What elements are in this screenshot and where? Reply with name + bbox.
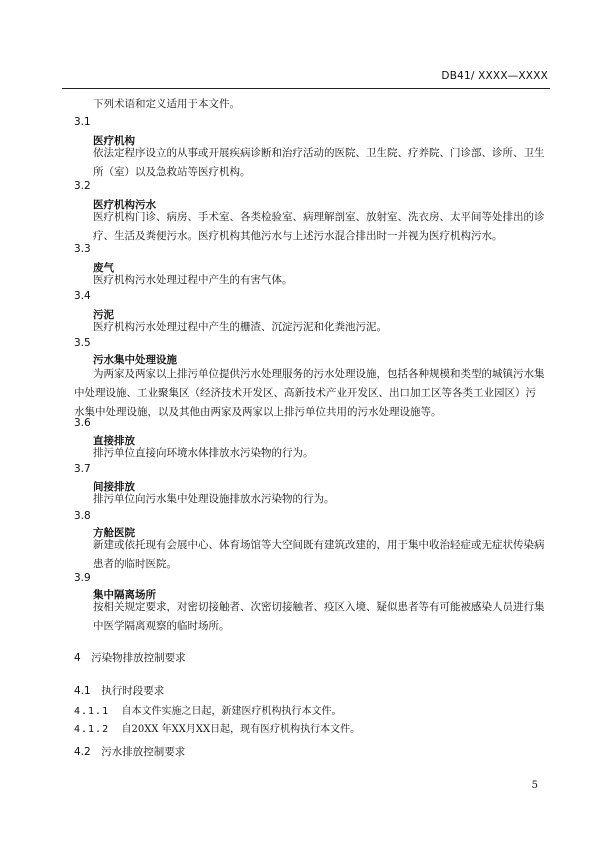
term-definition: 新建或依托现有会展中心、体育场馆等大空间既有建筑改建的，用于集中收治轻症或无症状传染病患者的临时医院。: [93, 539, 545, 570]
term-title: 直接排放: [93, 435, 135, 447]
term-title: 医疗机构: [93, 135, 135, 147]
clause-text: 自本文件实施之日起，新建医疗机构执行本文件。: [121, 706, 342, 717]
document-code: DB41/ XXXX—XXXX: [441, 70, 548, 82]
clause-number: 4.1.2: [74, 724, 110, 735]
term-title: 污水集中处理设施: [93, 354, 177, 366]
term-title: 集中隔离场所: [93, 589, 156, 601]
term-definition: 排污单位向污水集中处理设施排放水污染物的行为。: [93, 493, 335, 505]
term-number: 3.5: [74, 337, 91, 349]
term-definition: 医疗机构污水处理过程中产生的有害气体。: [93, 274, 293, 286]
header-rule: [62, 88, 550, 89]
term-number: 3.7: [74, 463, 91, 475]
term-title: 废气: [93, 262, 114, 274]
intro-text: 下列术语和定义适用于本文件。: [93, 98, 240, 110]
term-title: 方舱医院: [93, 527, 135, 539]
term-definition: 按相关规定要求，对密切接触者、次密切接触者、疫区入境、疑似患者等有可能被感染人员进行集中医学隔离观察的临时场所。: [93, 601, 545, 632]
subsection-heading: 4.1 执行时段要求: [74, 685, 165, 697]
term-definition: 医疗机构门诊、病房、手术室、各类检验室、病理解剖室、放射室、洗衣房、太平间等处排出的诊疗、生活及粪便污水。医疗机构其他污水与上述污水混合排出时一并视为医疗机构污水。: [93, 211, 545, 242]
term-number: 3.2: [74, 180, 91, 192]
clause-number: 4.1.1: [74, 706, 110, 717]
term-definition: 为两家及两家以上排污单位提供污水处理服务的污水处理设施，包括各种规模和类型的城镇污水集中处理设施、工业聚集区（经济技术开发区、高新技术产业开发区、出口加工区等各类工业园区）污水集中处理设施，以及其他由两家及两家以上排污单位共用的污水处理设施等。: [74, 368, 545, 418]
term-definition: 排污单位直接向环境水体排放水污染物的行为。: [93, 447, 314, 459]
clause-item: [74, 702, 545, 717]
clause-text: 自20XX 年XX月XX日起，现有医疗机构执行本文件。: [121, 724, 361, 735]
clause-item: [74, 720, 545, 735]
term-title: 污泥: [93, 309, 114, 321]
term-title: 间接排放: [93, 481, 135, 493]
term-number: 3.9: [74, 572, 91, 584]
subsection-heading: 4.2 污水排放控制要求: [74, 746, 186, 758]
term-number: 3.1: [74, 116, 91, 128]
term-number: 3.6: [74, 417, 91, 429]
page-number: 5: [531, 780, 538, 791]
term-number: 3.3: [74, 243, 91, 255]
term-definition: 医疗机构污水处理过程中产生的栅渣、沉淀污泥和化粪池污泥。: [93, 321, 387, 333]
term-title: 医疗机构污水: [93, 199, 156, 211]
term-number: 3.8: [74, 510, 91, 522]
term-definition: 依法定程序设立的从事或开展疾病诊断和治疗活动的医院、卫生院、疗养院、门诊部、诊所、卫生所（室）以及急救站等医疗机构。: [93, 147, 545, 178]
term-number: 3.4: [74, 290, 91, 302]
section-heading: 4 污染物排放控制要求: [74, 652, 186, 664]
